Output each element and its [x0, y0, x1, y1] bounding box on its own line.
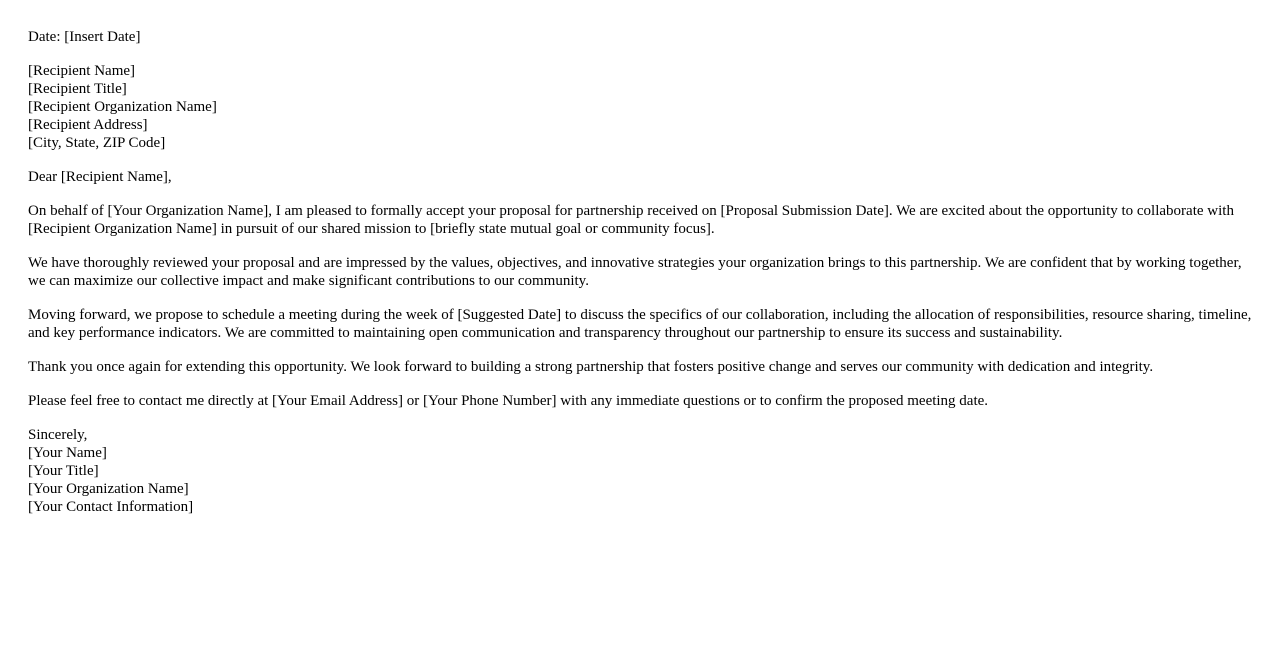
body-paragraph-review: We have thoroughly reviewed your proposal and are impressed by the values, objectives, and innovative strategies your organization brings to this partnership. We are confident that by working together, we can maximize our collective impact and make significant contributions to our community.	[28, 255, 1242, 289]
date-line: Date: [Insert Date]	[28, 29, 141, 45]
sender-name: [Your Name]	[28, 445, 107, 461]
signature-block	[28, 426, 1253, 516]
body-paragraph-next-steps: Moving forward, we propose to schedule a meeting during the week of [Suggested Date] to discuss the specifics of our collaboration, including the allocation of responsibilities, resource sharing, timeline, and key performance indicators. We are committed to maintaining open communication and transparency throughout our partnership to ensure its success and sustainability.	[28, 307, 1252, 341]
recipient-title: [Recipient Title]	[28, 81, 127, 97]
letter-document	[28, 28, 1253, 532]
date-block	[28, 28, 1253, 46]
recipient-city-state-zip: [City, State, ZIP Code]	[28, 135, 166, 151]
body-paragraph-contact: Please feel free to contact me directly at [Your Email Address] or [Your Phone Number] with any immediate questions or to confirm the proposed meeting date.	[28, 393, 989, 409]
recipient-address: [Recipient Address]	[28, 117, 148, 133]
recipient-address-block	[28, 62, 1253, 152]
salutation-block	[28, 168, 1253, 186]
salutation: Dear [Recipient Name],	[28, 169, 172, 185]
sender-title: [Your Title]	[28, 463, 99, 479]
recipient-organization: [Recipient Organization Name]	[28, 99, 217, 115]
valediction: Sincerely,	[28, 427, 88, 443]
recipient-name: [Recipient Name]	[28, 63, 136, 79]
sender-organization: [Your Organization Name]	[28, 481, 189, 497]
body-paragraph-thanks: Thank you once again for extending this opportunity. We look forward to building a strong partnership that fosters positive change and serves our community with dedication and integrity.	[28, 359, 1154, 375]
sender-contact-information: [Your Contact Information]	[28, 499, 194, 515]
body-paragraph-acceptance: On behalf of [Your Organization Name], I am pleased to formally accept your proposal for partnership received on [Proposal Submission Date]. We are excited about the opportunity to collaborate with [Recipient Organization Name] in pursuit of our shared mission to [briefly state mutual goal or community focus].	[28, 203, 1234, 237]
